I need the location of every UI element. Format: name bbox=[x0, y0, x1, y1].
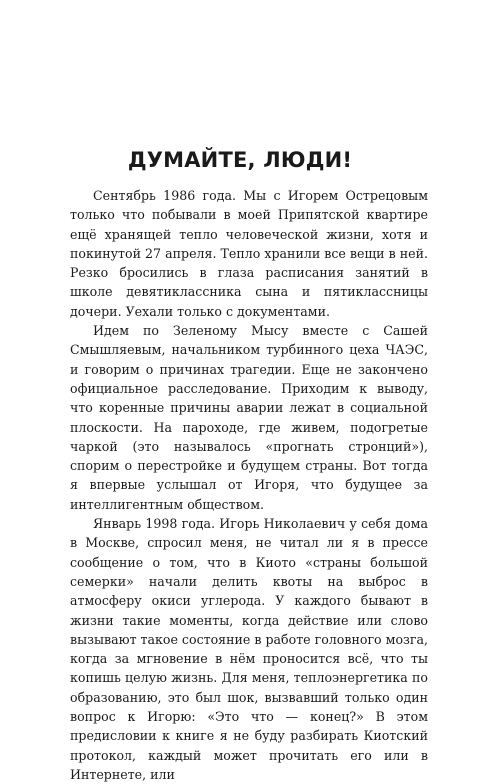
chapter-title: ДУМАЙТЕ, ЛЮДИ! bbox=[127, 148, 353, 172]
chapter-body bbox=[70, 186, 428, 784]
paragraph-1: Сентябрь 1986 года. Мы с Игорем Острецовым только что побывали в моей Припятской квартире ещё хранящей тепло человеческой жизни, хотя и покинутой 27 апреля. Тепло хранили все вещи в ней. Резко бросились в глаза расписания занятий в школе девятиклассника сына и пятиклассницы дочери. Уехали только с документами. bbox=[70, 188, 428, 319]
paragraph-2: Идем по Зеленому Мысу вместе с Сашей Смышляевым, начальником турбинного цеха ЧАЭС, и говорим о причинах трагедии. Еще не закончено официальное расследование. Приходим к выводу, что коренные причины аварии лежат в социальной плоскости. На пароходе, где живем, подогретые чаркой (это называлось «прогнать стронций»), спорим о перестройке и будущем страны. Вот тогда я впервые услышал от Игоря, что будущее за интеллигентным обществом. bbox=[70, 323, 428, 512]
paragraph-3: Январь 1998 года. Игорь Николаевич у себя дома в Москве, спросил меня, не читал ли я в прессе сообщение о том, что в Киото «страны большой семерки» начали делить квоты на выброс в атмосферу окиси углерода. У каждого бывают в жизни такие моменты, когда действие или слово вызывают такое состояние в работе головного мозга, когда за мгновение в нём проносится всё, что ты копишь целую жизнь. Для меня, теплоэнергетика по образованию, это был шок, вызвавший только один вопрос к Игорю: «Это что — конец?» В этом предисловии к книге я не буду разбирать Киотский протокол, каждый может прочитать его или в Интернете, или bbox=[70, 516, 428, 782]
